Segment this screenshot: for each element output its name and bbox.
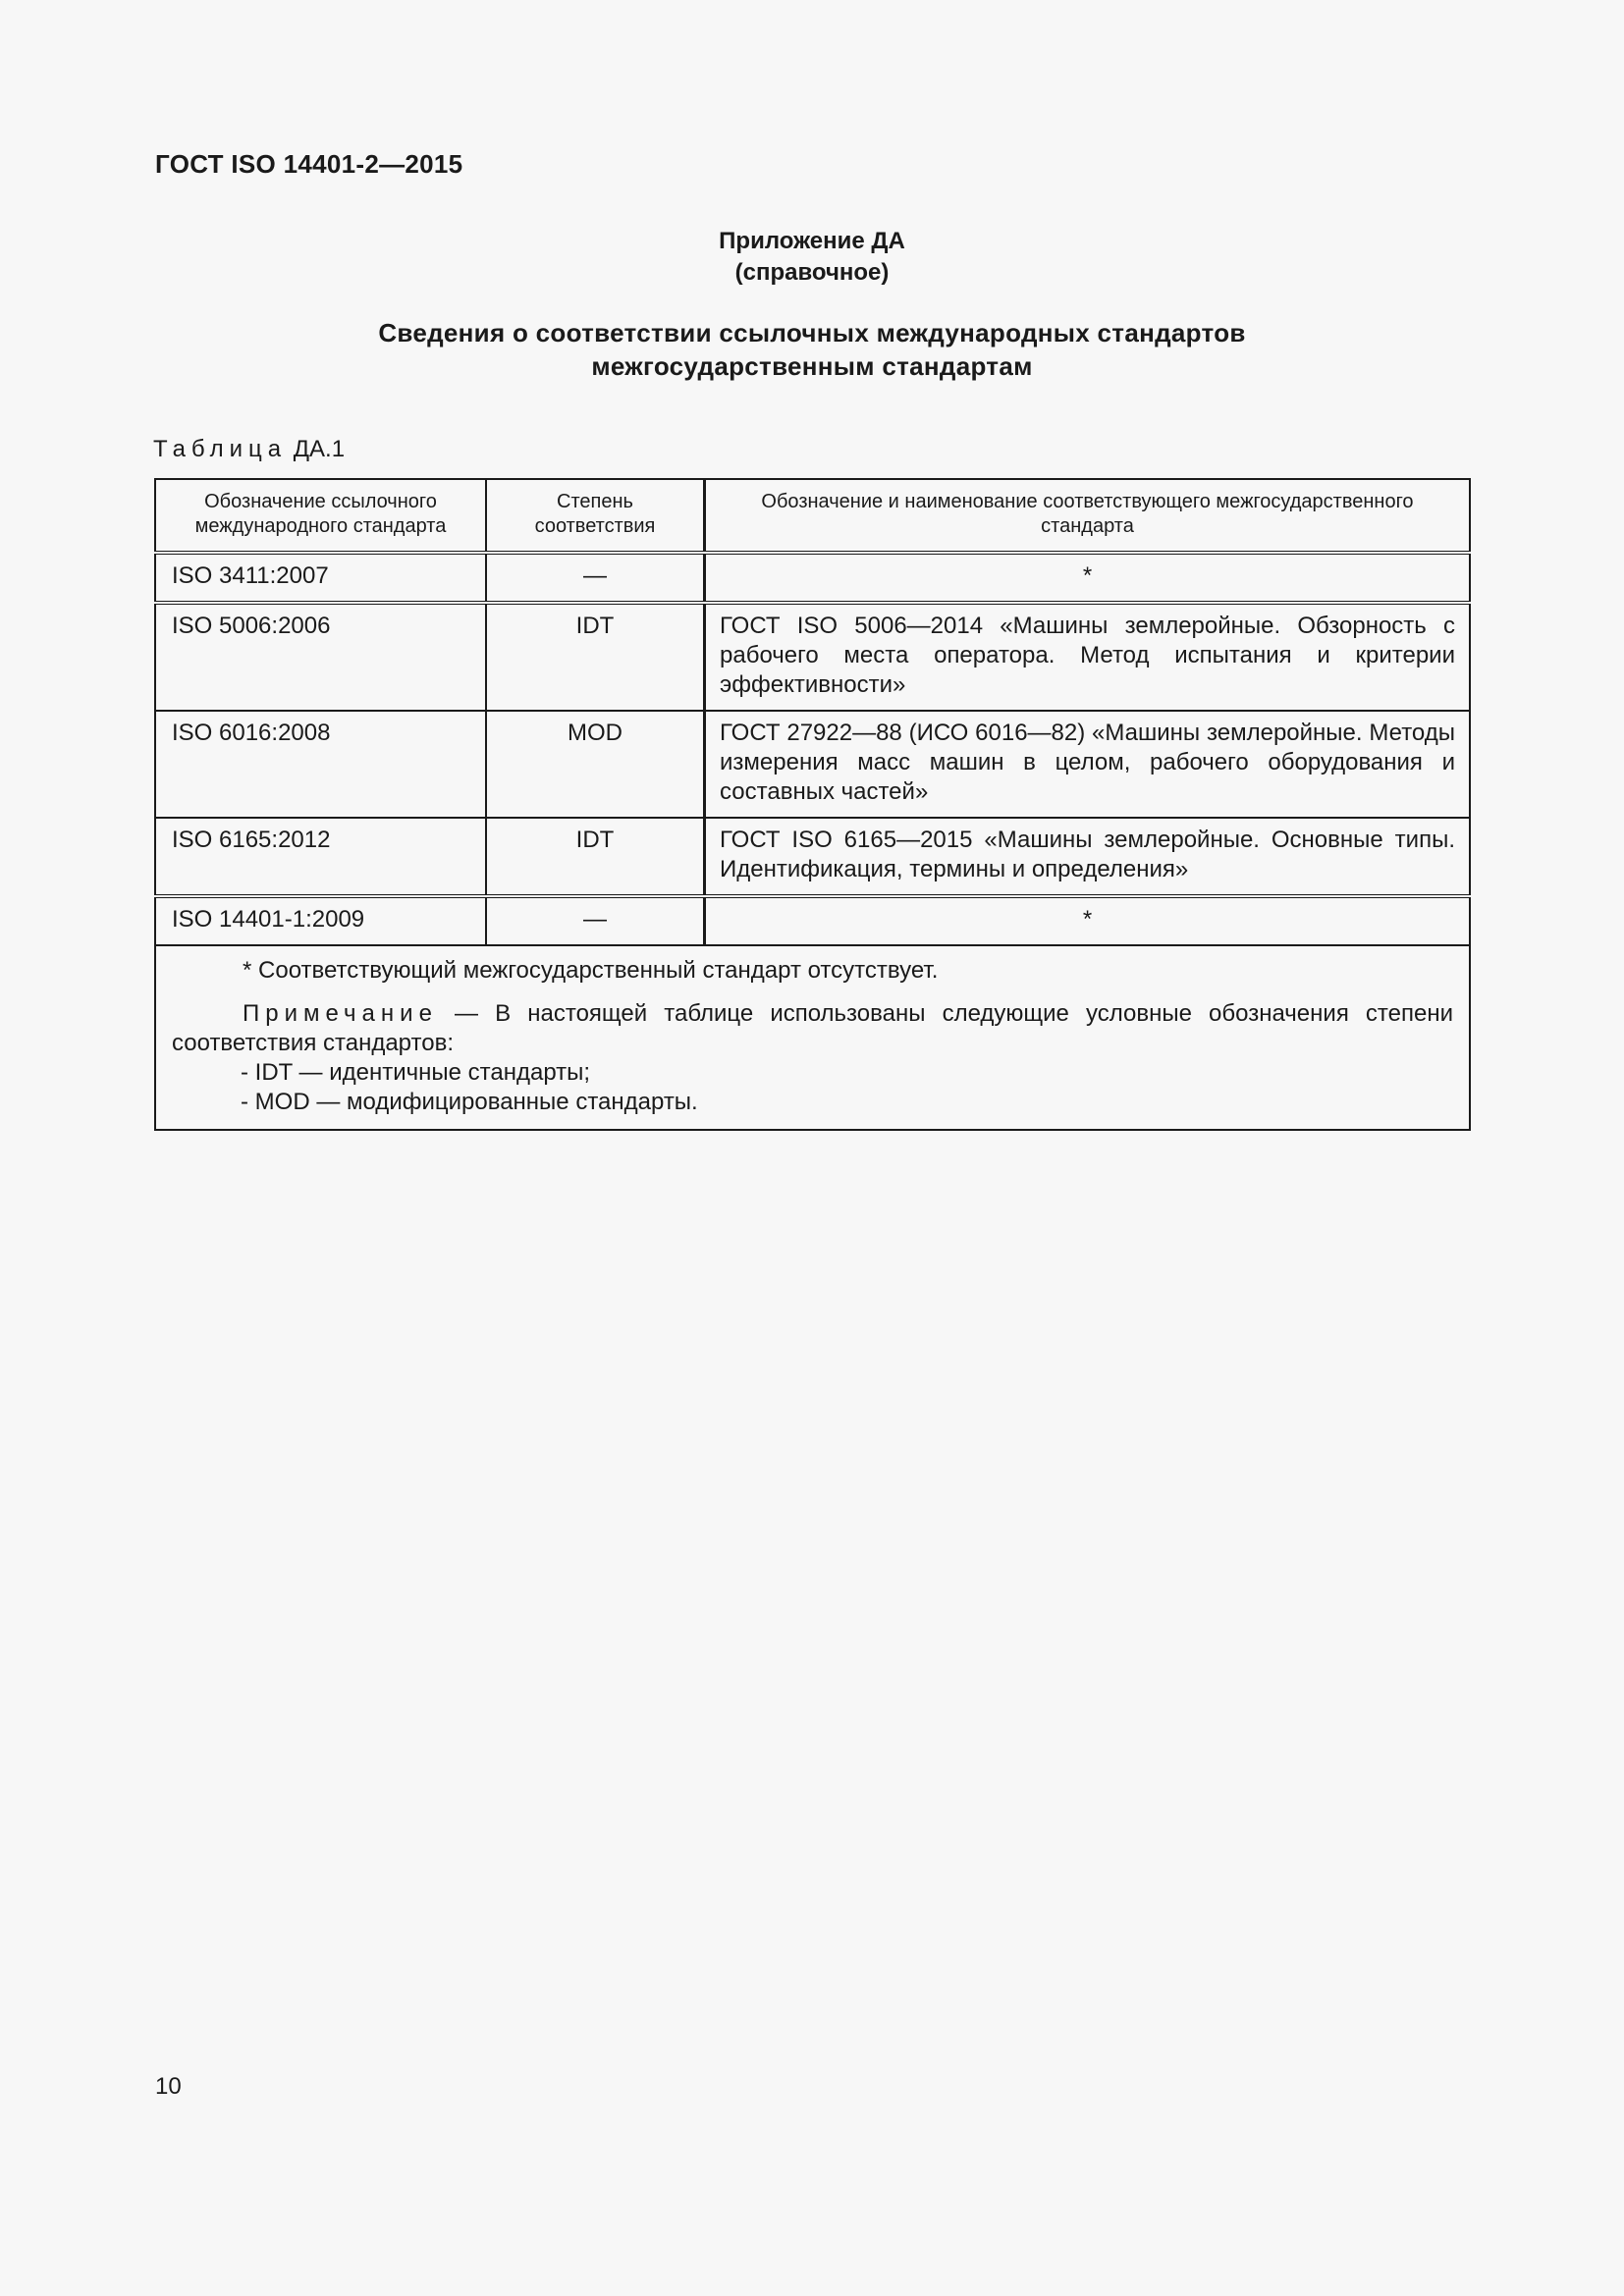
section-title-line-1: Сведения о соответствии ссылочных международных стандартов [378, 318, 1246, 347]
footnote-text: * Соответствующий межгосударственный стандарт отсутствует. [243, 957, 939, 984]
table-header-row [155, 479, 1470, 553]
cell-interstate-standard: * [705, 553, 1471, 603]
cell-interstate-standard: ГОСТ ISO 5006—2014 «Машины землеройные. Обзорность с рабочего места оператора. Метод испытания и критерии эффективности» [705, 603, 1471, 711]
cell-standard-code: ISO 5006:2006 [155, 603, 486, 711]
note-paragraph [172, 999, 1453, 1058]
cell-degree: — [486, 896, 705, 945]
appendix-subtitle: (справочное) [734, 259, 890, 286]
page-number: 10 [155, 2073, 182, 2100]
table-footnote-row [155, 945, 1470, 1130]
cell-standard-code: ISO 6165:2012 [155, 818, 486, 896]
cell-standard-code: ISO 3411:2007 [155, 553, 486, 603]
header-interstate-standard: Обозначение и наименование соответствующего межгосударственного стандарта [705, 479, 1471, 553]
table-row [155, 896, 1470, 945]
cell-standard-code: ISO 6016:2008 [155, 711, 486, 818]
header-international-standard: Обозначение ссылочного международного стандарта [155, 479, 486, 553]
table-row [155, 553, 1470, 603]
section-title-line-2: межгосударственным стандартам [591, 351, 1033, 381]
note-text: — В настоящей таблице использованы следующие условные обозначения степени соответствия стандартов: [172, 1000, 1453, 1056]
appendix-title: Приложение ДА [719, 228, 905, 254]
table-row [155, 603, 1470, 711]
cell-standard-code: ISO 14401-1:2009 [155, 896, 486, 945]
cell-interstate-standard: ГОСТ ISO 6165—2015 «Машины землеройные. Основные типы. Идентификация, термины и определения» [705, 818, 1471, 896]
table-row [155, 711, 1470, 818]
section-title [0, 316, 1624, 383]
standards-table [154, 478, 1471, 1131]
document-code: ГОСТ ISO 14401-2—2015 [155, 149, 463, 179]
cell-degree: MOD [486, 711, 705, 818]
table-caption-number: ДА.1 [293, 436, 346, 462]
header-degree: Степень соответствия [486, 479, 705, 553]
cell-interstate-standard: * [705, 896, 1471, 945]
cell-interstate-standard: ГОСТ 27922—88 (ИСО 6016—82) «Машины землеройные. Методы измерения масс машин в целом, рабочего оборудования и составных частей» [705, 711, 1471, 818]
cell-degree: — [486, 553, 705, 603]
table-row [155, 818, 1470, 896]
appendix-heading [0, 226, 1624, 289]
table-caption [153, 436, 345, 463]
table-footnote-cell [155, 945, 1470, 1130]
note-list-item-idt: - IDT — идентичные стандарты; [241, 1059, 591, 1086]
table-caption-word: Таблица [153, 436, 288, 462]
cell-degree: IDT [486, 818, 705, 896]
note-list-item-mod: - MOD — модифицированные стандарты. [241, 1089, 698, 1115]
note-label: Примечание [243, 1000, 438, 1027]
cell-degree: IDT [486, 603, 705, 711]
